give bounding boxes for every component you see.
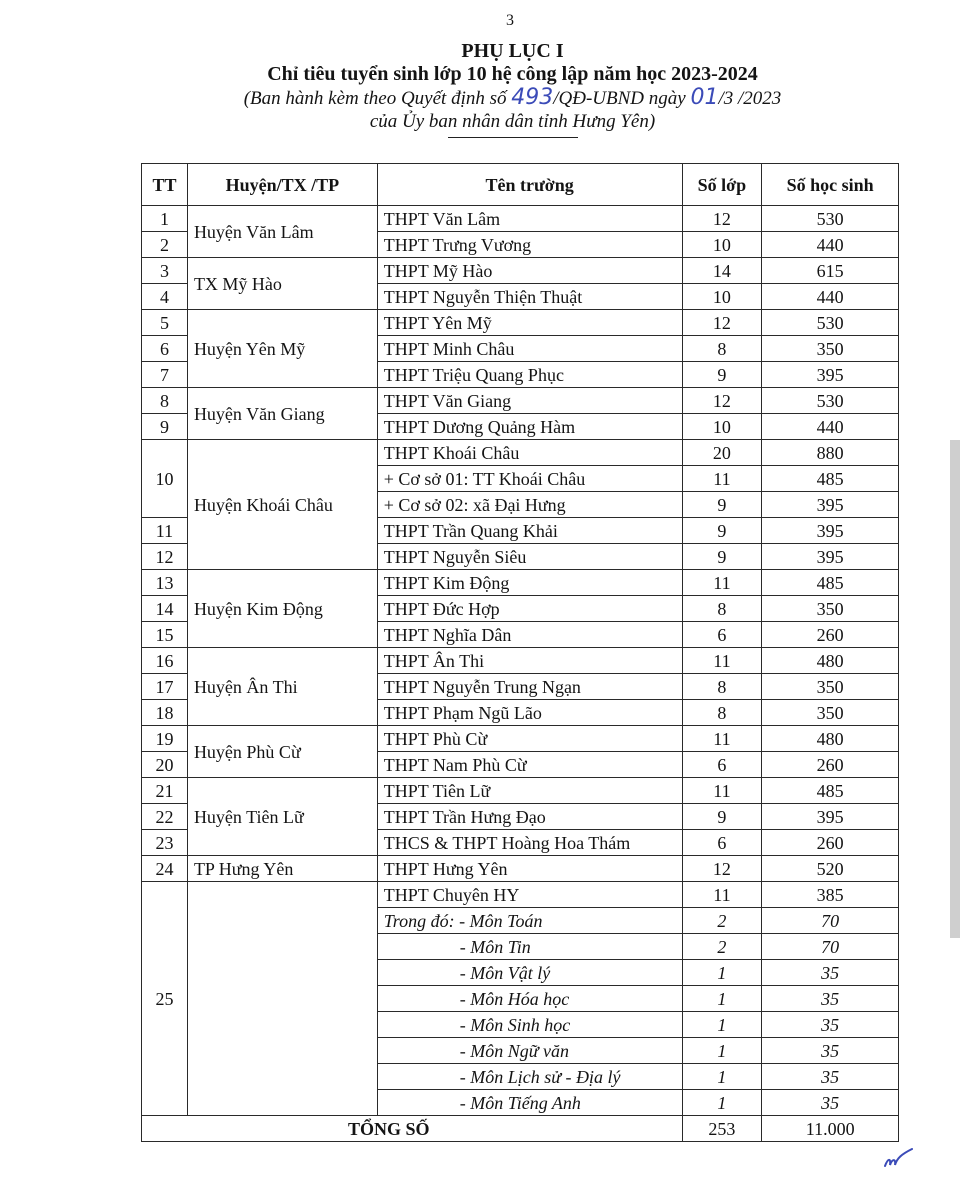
school-cell: THPT Hưng Yên [377,856,682,882]
subject-label: - Môn Ngữ văn [377,1038,682,1064]
tt-cell: 10 [142,440,188,518]
students-cell: 615 [762,258,899,284]
subject-label: - Môn Tin [377,934,682,960]
classes-cell: 14 [682,258,762,284]
school-cell: THPT Khoái Châu [377,440,682,466]
subject-classes: 2 [682,934,762,960]
subject-students: 35 [762,986,899,1012]
handwritten-initials-mark [882,1146,916,1172]
district-cell: Huyện Phù Cừ [187,726,377,778]
subject-label: - Môn Hóa học [377,986,682,1012]
classes-cell: 11 [682,570,762,596]
school-cell: THPT Tiên Lữ [377,778,682,804]
school-cell: THPT Văn Giang [377,388,682,414]
district-cell: Huyện Yên Mỹ [187,310,377,388]
students-cell: 260 [762,752,899,778]
classes-cell: 9 [682,492,762,518]
tt-cell: 19 [142,726,188,752]
tt-cell: 13 [142,570,188,596]
header-tt: TT [142,164,188,206]
issued-prefix: (Ban hành kèm theo Quyết định số [243,88,512,109]
school-cell: THPT Nam Phù Cừ [377,752,682,778]
district-cell: Huyện Kim Động [187,570,377,648]
total-classes: 253 [682,1116,762,1142]
subject-label: - Môn Lịch sử - Địa lý [377,1064,682,1090]
issued-by-line-2: của Ủy ban nhân dân tỉnh Hưng Yên) [369,111,656,132]
issue-day-handwritten: 01 [690,85,719,110]
subject-classes: 1 [682,1090,762,1116]
school-cell: THPT Nguyễn Siêu [377,544,682,570]
classes-cell: 9 [682,518,762,544]
tt-cell: 14 [142,596,188,622]
students-cell: 440 [762,232,899,258]
school-cell: THPT Trưng Vương [377,232,682,258]
tt-cell: 20 [142,752,188,778]
students-cell: 395 [762,518,899,544]
school-cell: THPT Mỹ Hào [377,258,682,284]
classes-cell: 6 [682,752,762,778]
school-cell: THPT Phạm Ngũ Lão [377,700,682,726]
tt-cell: 1 [142,206,188,232]
classes-cell: 20 [682,440,762,466]
scrollbar[interactable] [950,440,960,938]
classes-cell: 6 [682,622,762,648]
table-row [142,440,899,466]
subject-students: 35 [762,1012,899,1038]
table-row [142,882,899,908]
school-cell: THPT Phù Cừ [377,726,682,752]
subject-label: Trong đó: - Môn Toán [377,908,682,934]
enrollment-quota-table [141,163,899,1142]
students-cell: 480 [762,726,899,752]
classes-cell: 8 [682,596,762,622]
classes-cell: 9 [682,804,762,830]
students-cell: 440 [762,284,899,310]
classes-cell: 11 [682,648,762,674]
tt-cell: 22 [142,804,188,830]
school-cell: THPT Nguyễn Thiện Thuật [377,284,682,310]
students-cell: 480 [762,648,899,674]
classes-cell: 6 [682,830,762,856]
table-row [142,648,899,674]
district-cell: Huyện Văn Giang [187,388,377,440]
tt-cell: 24 [142,856,188,882]
school-cell: THPT Dương Quảng Hàm [377,414,682,440]
classes-cell: 12 [682,388,762,414]
school-cell: THPT Triệu Quang Phục [377,362,682,388]
school-cell: THPT Yên Mỹ [377,310,682,336]
district-cell: Huyện Khoái Châu [187,440,377,570]
table-row [142,310,899,336]
students-cell: 880 [762,440,899,466]
subject-classes: 1 [682,1012,762,1038]
school-cell: THPT Đức Hợp [377,596,682,622]
classes-cell: 8 [682,336,762,362]
students-cell: 260 [762,622,899,648]
total-row [142,1116,899,1142]
tt-cell: 15 [142,622,188,648]
school-cell: THPT Kim Động [377,570,682,596]
tt-cell: 18 [142,700,188,726]
classes-cell: 12 [682,206,762,232]
district-cell: TP Hưng Yên [187,856,377,882]
students-cell: 485 [762,778,899,804]
school-cell: THPT Trần Quang Khải [377,518,682,544]
district-cell: Huyện Ân Thi [187,648,377,726]
tt-cell: 12 [142,544,188,570]
tt-cell: 3 [142,258,188,284]
appendix-title: PHỤ LỤC I [461,40,564,62]
district-cell: Huyện Tiên Lữ [187,778,377,856]
school-cell: THPT Minh Châu [377,336,682,362]
school-cell: + Cơ sở 01: TT Khoái Châu [377,466,682,492]
school-cell: THCS & THPT Hoàng Hoa Thám [377,830,682,856]
decision-number-handwritten: 493 [511,85,554,110]
issued-date-suffix: /3 /2023 [718,88,782,109]
school-cell: THPT Chuyên HY [377,882,682,908]
students-cell: 395 [762,544,899,570]
school-cell: THPT Ân Thi [377,648,682,674]
school-cell: THPT Văn Lâm [377,206,682,232]
document-header [0,40,966,138]
subject-label: - Môn Tiếng Anh [377,1090,682,1116]
classes-cell: 9 [682,544,762,570]
tt-cell: 21 [142,778,188,804]
classes-cell: 10 [682,232,762,258]
table-row [142,258,899,284]
subject-students: 35 [762,960,899,986]
table-header-row [142,164,899,206]
subject-label: - Môn Vật lý [377,960,682,986]
subject-label: - Môn Sinh học [377,1012,682,1038]
district-cell: Huyện Văn Lâm [187,206,377,258]
classes-cell: 10 [682,284,762,310]
header-divider [448,137,578,138]
classes-cell: 11 [682,466,762,492]
header-school: Tên trường [377,164,682,206]
subject-students: 35 [762,1064,899,1090]
students-cell: 520 [762,856,899,882]
classes-cell: 9 [682,362,762,388]
appendix-subtitle: Chỉ tiêu tuyển sinh lớp 10 hệ công lập năm học 2023-2024 [267,63,758,85]
tt-cell: 5 [142,310,188,336]
tt-cell: 6 [142,336,188,362]
school-cell: + Cơ sở 02: xã Đại Hưng [377,492,682,518]
district-cell: TX Mỹ Hào [187,258,377,310]
table-row [142,856,899,882]
tt-cell: 2 [142,232,188,258]
classes-cell: 12 [682,856,762,882]
table-row [142,206,899,232]
table-row [142,570,899,596]
subject-classes: 1 [682,960,762,986]
classes-cell: 11 [682,778,762,804]
subject-students: 35 [762,1038,899,1064]
students-cell: 395 [762,492,899,518]
tt-cell: 4 [142,284,188,310]
district-cell [187,882,377,1116]
tt-cell: 17 [142,674,188,700]
subject-classes: 1 [682,986,762,1012]
total-label: TỔNG SỐ [142,1116,683,1142]
classes-cell: 8 [682,700,762,726]
tt-cell: 23 [142,830,188,856]
issued-by-line-1 [0,86,966,110]
students-cell: 350 [762,336,899,362]
total-students: 11.000 [762,1116,899,1142]
header-students: Số học sinh [762,164,899,206]
tt-cell: 8 [142,388,188,414]
subject-classes: 1 [682,1064,762,1090]
students-cell: 395 [762,362,899,388]
students-cell: 395 [762,804,899,830]
table-row [142,778,899,804]
subject-students: 70 [762,908,899,934]
subject-classes: 1 [682,1038,762,1064]
students-cell: 485 [762,466,899,492]
classes-cell: 11 [682,882,762,908]
students-cell: 385 [762,882,899,908]
students-cell: 530 [762,388,899,414]
classes-cell: 12 [682,310,762,336]
tt-cell: 25 [142,882,188,1116]
classes-cell: 8 [682,674,762,700]
students-cell: 485 [762,570,899,596]
students-cell: 530 [762,206,899,232]
school-cell: THPT Nghĩa Dân [377,622,682,648]
header-classes: Số lớp [682,164,762,206]
table-row [142,388,899,414]
tt-cell: 11 [142,518,188,544]
school-cell: THPT Nguyễn Trung Ngạn [377,674,682,700]
students-cell: 440 [762,414,899,440]
school-cell: THPT Trần Hưng Đạo [377,804,682,830]
subject-classes: 2 [682,908,762,934]
page-number: 3 [506,12,514,29]
subject-students: 70 [762,934,899,960]
table-row [142,726,899,752]
students-cell: 350 [762,596,899,622]
students-cell: 350 [762,674,899,700]
issued-middle: /QĐ-UBND ngày [553,88,691,109]
students-cell: 260 [762,830,899,856]
classes-cell: 11 [682,726,762,752]
tt-cell: 7 [142,362,188,388]
classes-cell: 10 [682,414,762,440]
tt-cell: 16 [142,648,188,674]
subject-students: 35 [762,1090,899,1116]
header-district: Huyện/TX /TP [187,164,377,206]
students-cell: 530 [762,310,899,336]
students-cell: 350 [762,700,899,726]
tt-cell: 9 [142,414,188,440]
